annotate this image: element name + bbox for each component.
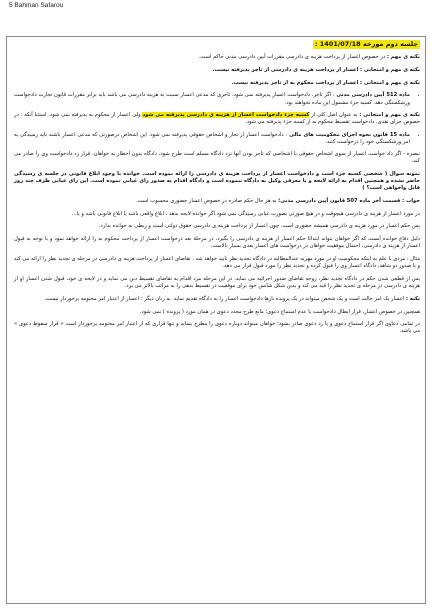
article-15-lead: ماده 15 قانون نحوه اجرای محکومیت های مالی: [289, 131, 410, 138]
article-512-list: [14, 92, 420, 106]
answer-3: پس حکم اعسار در مورد هزینه ی دادرسی همیشه حضوری است. چون اعسار از پرداخت هزینه ی دادرسی حقوق دولتی است و ربطی به خوانده ندارد.: [98, 223, 420, 230]
paragraph-6: همچنین در خصوص اعسار، قرار ابطال دادخواست یا عدم استماع دعوی؛ مانع طرح مجدد دعوی در همان مورد ( پرونده ) نمی شود.: [139, 308, 420, 315]
answer-5: مثال : مردی با علم به اینکه محکومیت او در مورد مهریه عندالمطالبه در دادگاه تجدید نظر تایید خواهد شد ، تقاضای اعسار از پرداخت هزینه ی دادرسی در مرحله ی تجدید نظر را ارائه می کند و با صدور دو شاهد، دادگاه اعسار وی را قبول کرده و تجدید نظر را مورد قبول قرار می دهد.: [14, 256, 420, 270]
paragraph-1: [14, 54, 420, 61]
article-15-text: : دادخواست اعسار از تجار و اشخاص حقوقی پذیرفته نمی شود. این اشخاص درصورتی که مدعی اعسار باشند باید رسیدگی به امر ورشکستگی خود را درخواست کنند.: [14, 131, 410, 145]
document-body: [14, 40, 420, 341]
article-15-note: تبصره - اگر داد خواست اعسار از سوی اشخاص حقوقی یا اشخاصی که تاجر بودن آنها نزد دادگاه مسلم است طرح شود، دادگاه بدون اخطار به خواهان، قرار رد دادخواست وی را صادر می کند.: [14, 151, 420, 165]
paragraph-3-text: اعسار از پرداخت محکوم به از تاجر پذیرفته نیست.: [231, 79, 359, 86]
paragraph-4-lead: نکته ی مهم و امتحانی :: [359, 111, 420, 118]
session-title: جلسه دوم مورخه 1401/07/18 :: [314, 40, 418, 48]
paragraph-4: [14, 112, 420, 126]
paragraph-2: [14, 67, 420, 74]
answer-1: [14, 198, 420, 205]
paragraph-7: در تمامی دعاوی اگر قرار استماع دعوی و یا رد دعوی صادر بشود؛ خواهان میتواند دوباره دعوی را مطرح بنماید و تنها قراری که از اعتبار امر مختومه برخوردار است « قرار سقوط دعوی » می باشد.: [14, 321, 420, 335]
paragraph-4-text-b: ولی اعسار از محکوم به پذیرفته نمی شود. استثنا آنکه : در خصوص جزای نقدی، دادخواست تقسیط محکوم به از کسبه جزء پذیرفته می شود.: [14, 111, 420, 125]
paragraph-1-text: در خصوص اعسار از پرداخت هزینه ی دادرسی مقررات آیین دادرسی مدنی حاکم است.: [198, 54, 386, 61]
article-512-lead: ماده 512 آیین دادرسی مدنی: [336, 92, 410, 99]
paragraph-5-text: اعسار یک امر حالت است و یک شخص میتواند در یک پرونده بارها دادخواست اعسار را به دادگاه تقدیم نماید. به زبان دیگر ؛ اعسار از اعتبار امر مختومه برخوردار نیست.: [44, 295, 405, 302]
paragraph-3-lead: نکته ی مهم و امتحانی :: [359, 79, 420, 86]
article-15-list: [14, 132, 420, 146]
paragraph-5-lead: نکته :: [405, 295, 420, 302]
sample-question: نمونه سوال ( شخصی کسبه جزء است و دادخواست اعسار از پرداخت هزینه ی دادرسی را ارائه نموده است. خوانده با وجود ابلاغ قانونی در جلسه ی رسیدگی حاضر نشده و همچنین اقدام به ارائه لایحه و یا معرفی وکیل به دادگاه ننموده است و دادگاه اقدام به صدور رای غیابی نموده است. این رای غیابی ظرف چند روز قابل واخواهی است؟ ): [14, 170, 420, 192]
paragraph-3: [14, 80, 420, 87]
paragraph-5: [14, 296, 420, 303]
answer-2: در مورد اعسار از هزینه ی دادرسی هیچوقت و در هیچ صورتی بصورت غیابی رسیدگی نمی شود.اگر خوانده لایحه بدهد ، ابلاغ واقعی باشد یا ابلاغ قانونی باشد و یا...: [71, 210, 420, 217]
paragraph-4-text-a: به عنوان اصل کلی از: [311, 111, 358, 118]
article-512-text: : اگر تاجر، دادخواست اعسار پذیرفته نمی شود. تاجری که مدعی اعسار نسبت به هزینه دادرسی می باشد باید برابر مقررات قانون تجارت دادخواست ورشکستگی دهد. کسبه جزء مشمول این ماده نخواهند بود.: [14, 92, 410, 106]
paragraph-4-highlight: کسبه جزء دادخواست اعسار از هزینه ی دادرسی پذیرفته می شود: [142, 111, 310, 118]
answer-4: دلیل دفاع خوانده آنست که اگر خواهان بتواند ابتدائا حکم اعسار از هزینه ی دادرسی را بگیرد، در مرحلهٔ بعد درخواست اعسار از پرداخت محکوم به را ارائه خواهد نمود و با توجه به قبول اعسار از هزینه ی دادرسی، احتمال موفقیت خواهان در درخواست های اعسار بعدی بسیار بالاست.: [14, 236, 420, 250]
answer-1-lead: جواب : قسمت آخر ماده 507 قانون آیین دادرسی مدنی؛: [278, 198, 420, 205]
author-name: 5 Bahman Safarou: [9, 2, 64, 9]
answer-1-text: به هر حال حکم صادره در خصوص اعسار حضوری محسوب است.: [136, 198, 277, 205]
article-15-item: [14, 132, 410, 146]
answer-6: پس از قطعی شدن حکم در دادگاه تجدید نظر، زوجه تقاضای صدور اجرائیه می نماید. در این مرحله مرد اقدام به تقاضای تقسیط دین می نماید و در لایحه ی خود، قبول شدن اعسار او از هزینه ی دادرسی در مرحله ی تجدید نظر را قید می کند و بدین شکل شانس خود برای موفقیت در تقسیط بدهی را به مراتب بالاتر می برد.: [14, 275, 420, 290]
article-512-item: [14, 92, 410, 106]
paragraph-2-lead: نکته ی مهم و امتحانی :: [359, 66, 420, 73]
paragraph-1-lead: نکته ی مهم :: [386, 54, 420, 61]
paragraph-2-text: اعسار از پرداخت هزینه ی دادرسی از تاجر پذیرفته نیست.: [212, 66, 359, 73]
